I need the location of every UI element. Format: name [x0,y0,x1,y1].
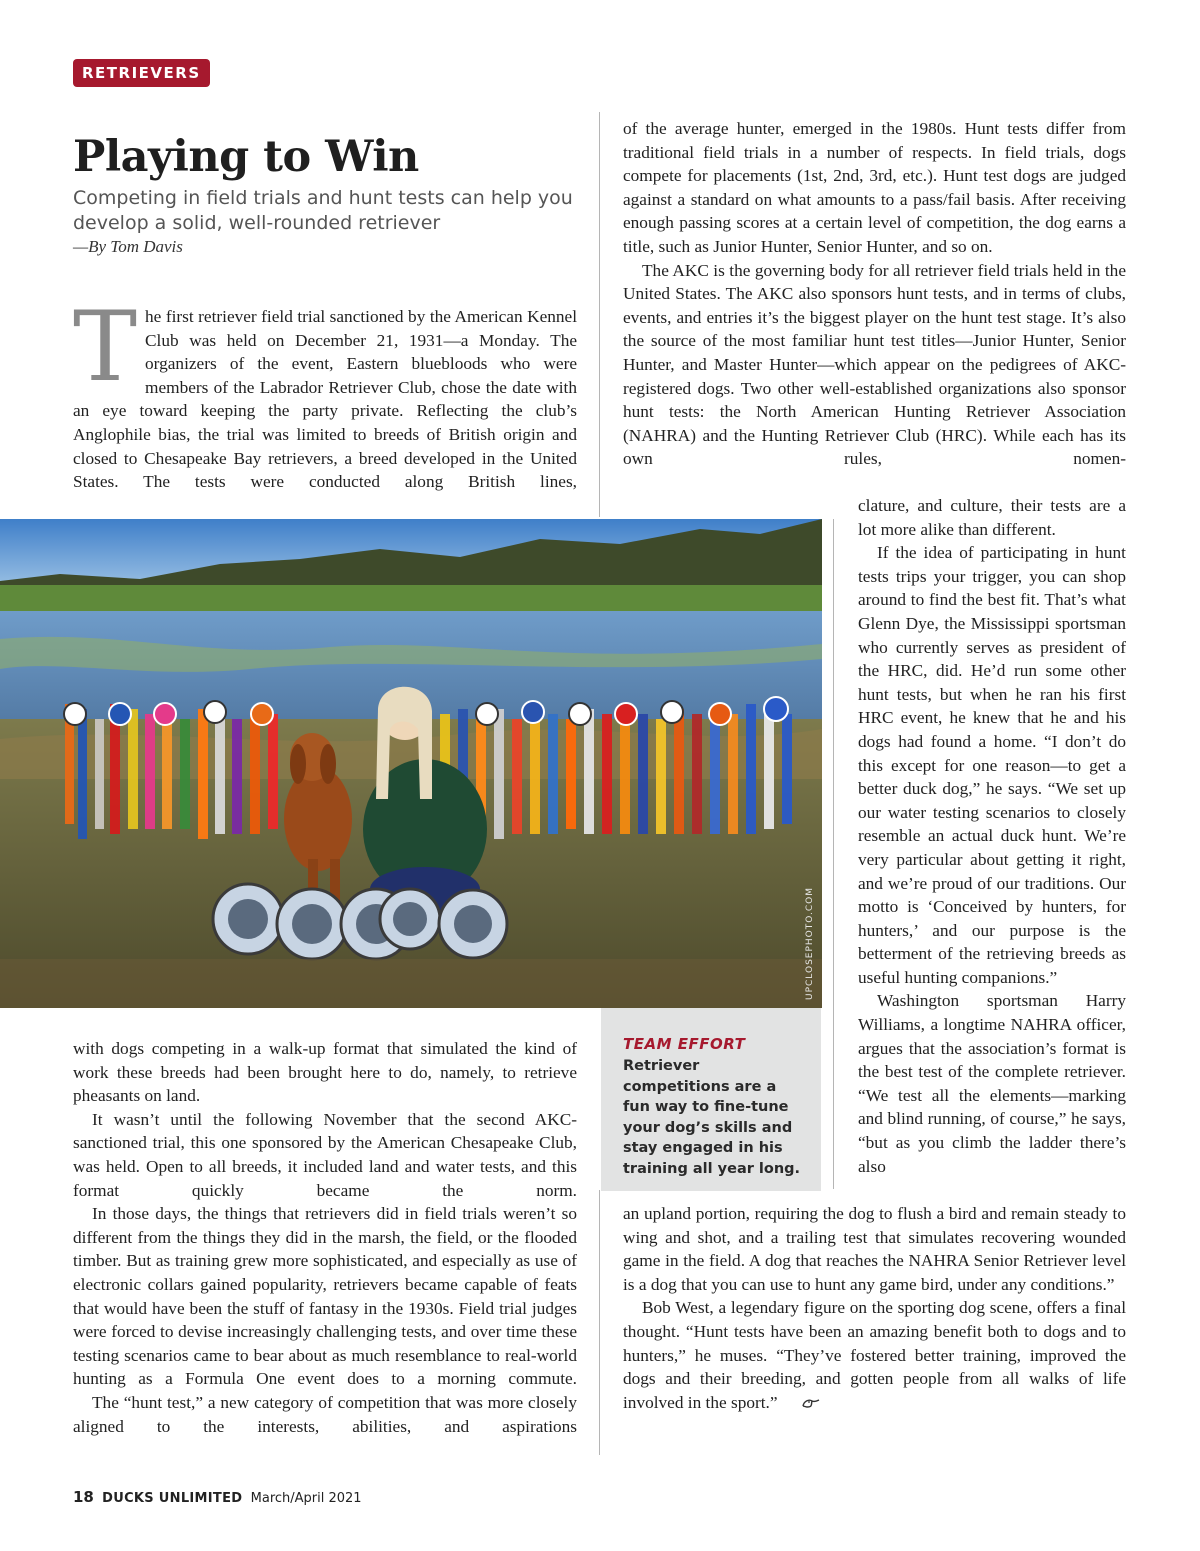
drop-cap: T [73,291,138,403]
article-photo [0,519,822,1008]
caption-text: Retriever competitions are a fun way to fine-tune your dog’s skills and stay engaged in his training all year long. [623,1058,801,1177]
column-divider [599,112,600,517]
paragraph: The “hunt test,” a new category of competition that was more closely aligned to the interests, abilities, and aspirations [73,1392,577,1436]
paragraph: If the idea of participating in hunt tests trips your trigger, you can shop around to find the best fit. That’s what Glenn Dye, the Mississippi sportsman who currently serves as president of the HRC, did. He’d run some other hunt tests, but when he ran his first HRC event, he knew that he and his dogs had found a home. “I don’t do this except for one reason—to get a better duck dog,” he says. “We set up our water testing scenarios to closely resemble an actual duck hunt. We’re very particular about getting it right, and we’re proud of our traditions. Our motto is ‘Conceived by hunters, for hunters,’ and our purpose is the betterment of the retrieving breeds as useful hunting companions.” [858,543,1126,987]
column-divider [833,519,834,1189]
paragraph: an upland portion, requiring the dog to flush a bird and remain steady to wing and shot, and a trailing test that simulates recovering wounded game in the field. A dog that reaches the NAHRA Senior Retriever level is a dog that you can use to hunt any game bird, under any conditions.” [623,1204,1126,1294]
page-number: 18 [73,1488,94,1506]
column-divider [599,1190,600,1455]
caption-heading: TEAM EFFORT [623,1035,746,1053]
body-column-left-bottom [73,1037,577,1438]
issue-date: March/April 2021 [250,1491,362,1506]
article-subtitle: Competing in field trials and hunt tests can help you develop a solid, well-rounded retriever [73,187,573,234]
paragraph: of the average hunter, emerged in the 1980s. Hunt tests differ from traditional field trials in a number of respects. In field trials, dogs compete for placements (1st, 2nd, 3rd, etc.). Hunt test dogs are judged against a standard on what amounts to a pass/fail basis. After receiving enough passing scores at a certain level of competition, the dog earns a title, such as Junior Hunter, Senior Hunter, and so on. [623,119,1126,256]
final-paragraph-text: Bob West, a legendary figure on the sporting dog scene, offers a final thought. “Hunt tests have been an amazing benefit both to dogs and to hunters,” he muses. “They’ve fostered better training, improved the dogs and their breeding, and gotten people from all walks of life involved in the sport.” [623,1298,1126,1412]
page-footer [73,1488,362,1506]
paragraph: with dogs competing in a walk-up format that simulated the kind of work these breeds had been brought here to do, namely, to retrieve pheasants on land. [73,1039,577,1106]
paragraph: Washington sportsman Harry Williams, a longtime NAHRA officer, argues that the association’s format is the best test of the complete retriever. “We test all the elements—marking and blind running, of course,” he says, “but as you climb the ladder there’s also [858,991,1126,1176]
body-column-left-top [73,291,577,494]
body-column-right-narrow [858,494,1126,1178]
retriever-ribbons-photo [0,519,822,1008]
article-byline: —By Tom Davis [73,237,183,256]
section-tag: RETRIEVERS [73,59,210,87]
paragraph: In those days, the things that retrievers did in field trials weren’t so different from the things they did in the marsh, the field, or the flooded timber. But as training grew more sophisticated, and especially as use of electronic collars gained popularity, retrievers became capable of feats that would have been the stuff of fantasy in the 1930s. Field trial judges were forced to devise increasingly challenging tests, and over time these testing scenarios came to bear about as much resemblance to real-world hunting as a Formula One event does to a morning commute. [73,1204,577,1389]
magazine-name: DUCKS UNLIMITED [102,1491,243,1506]
duck-head-icon [782,1392,821,1416]
paragraph: clature, and culture, their tests are a lot more alike than different. [858,496,1126,539]
paragraph: The AKC is the governing body for all retriever field trials held in the United States. The AKC also sponsors hunt tests, and in terms of clubs, events, and entries it’s the biggest player on the hunt test stage. It’s also the source of the most familiar hunt test titles—Junior Hunter, Senior Hunter, and Master Hunter—which appear on the pedigrees of AKC-registered dogs. Two other well-established organizations also sponsor hunt tests: the North American Hunting Retriever Association (NAHRA) and the Hunting Retriever Club (HRC). While each has its own rules, nomen- [623,260,1126,469]
photo-credit: UPCLOSEPHOTO.COM [805,887,815,1000]
paragraph: It wasn’t until the following November that the second AKC-sanctioned trial, this one sponsored by the American Chesapeake Club, was held. Open to all breeds, it included land and water tests, and this format quickly became the norm. [73,1109,577,1200]
paragraph [623,1296,1126,1415]
body-column-right-bottom [623,1202,1126,1416]
paragraph: he first retriever field trial sanctioned by the American Kennel Club was held on December 21, 1931—a Monday. The organizers of the event, Eastern bluebloods who were members of the Labrador Retriever Club, chose the date with an eye toward keeping the party private. Reflecting the club’s Anglophile bias, the trial was limited to breeds of British origin and closed to Chesapeake Bay retrievers, a breed developed in the United States. The tests were conducted along British lines, [73,307,577,492]
article-title: Playing to Win [73,132,419,182]
body-column-right-top [623,117,1126,471]
